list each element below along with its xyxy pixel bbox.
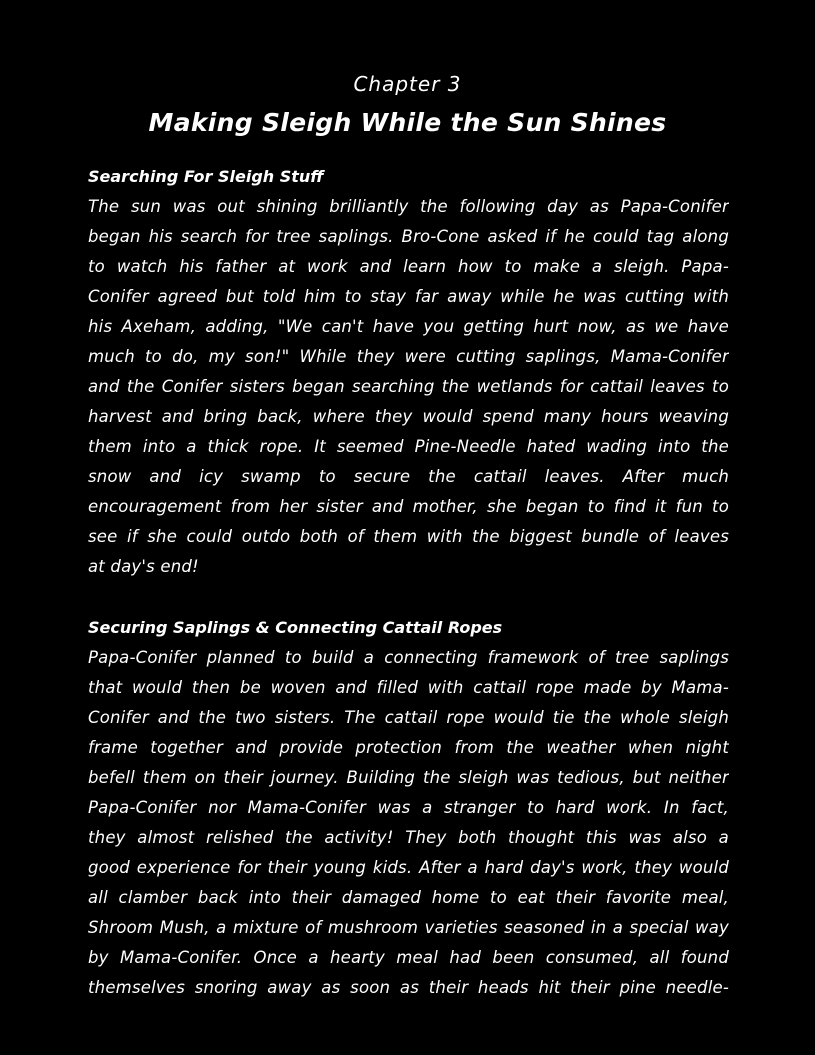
text-line: Conifer and the two sisters. The cattail rope would tie the whole sleigh xyxy=(88,708,729,727)
text-line: snow and icy swamp to secure the cattail leaves. After much xyxy=(88,467,729,486)
section-body xyxy=(88,643,729,1003)
text-line: good experience for their young kids. After a hard day's work, they would xyxy=(88,858,729,877)
section-heading: Searching For Sleigh Stuff xyxy=(88,167,324,186)
chapter-title: Making Sleigh While the Sun Shines xyxy=(148,108,667,137)
text-line: Papa-Conifer planned to build a connecting framework of tree saplings xyxy=(88,648,729,667)
text-line: all clamber back into their damaged home to eat their favorite meal, xyxy=(88,888,729,907)
text-line: at day's end! xyxy=(88,557,199,576)
text-line: The sun was out shining brilliantly the following day as Papa-Conifer xyxy=(88,197,729,216)
text-line: Papa-Conifer nor Mama-Conifer was a stranger to hard work. In fact, xyxy=(88,798,729,817)
section-body xyxy=(88,192,729,582)
section-searching xyxy=(88,162,729,582)
text-line: his Axeham, adding, "We can't have you getting hurt now, as we have xyxy=(88,317,729,336)
text-line: much to do, my son!" While they were cutting saplings, Mama-Conifer xyxy=(88,347,729,366)
text-line: encouragement from her sister and mother, she began to find it fun to xyxy=(88,497,729,516)
text-line: to watch his father at work and learn how to make a sleigh. Papa- xyxy=(88,257,729,276)
section-securing xyxy=(88,613,729,1003)
text-line: that would then be woven and filled with cattail rope made by Mama- xyxy=(88,678,729,697)
text-line: see if she could outdo both of them with the biggest bundle of leaves xyxy=(88,527,729,546)
text-line: themselves snoring away as soon as their heads hit their pine needle- xyxy=(88,978,729,997)
text-line: frame together and provide protection from the weather when night xyxy=(88,738,729,757)
text-line: Shroom Mush, a mixture of mushroom varieties seasoned in a special way xyxy=(88,918,729,937)
text-line: began his search for tree saplings. Bro-Cone asked if he could tag along xyxy=(88,227,729,246)
text-line: befell them on their journey. Building the sleigh was tedious, but neither xyxy=(88,768,729,787)
text-line: harvest and bring back, where they would spend many hours weaving xyxy=(88,407,729,426)
section-heading: Securing Saplings & Connecting Cattail Ropes xyxy=(88,618,503,637)
chapter-label: Chapter 3 xyxy=(353,72,462,96)
text-line: and the Conifer sisters began searching the wetlands for cattail leaves to xyxy=(88,377,729,396)
text-line: they almost relished the activity! They both thought this was also a xyxy=(88,828,729,847)
text-line: Conifer agreed but told him to stay far away while he was cutting with xyxy=(88,287,729,306)
text-line: by Mama-Conifer. Once a hearty meal had been consumed, all found xyxy=(88,948,729,967)
text-line: them into a thick rope. It seemed Pine-Needle hated wading into the xyxy=(88,437,729,456)
